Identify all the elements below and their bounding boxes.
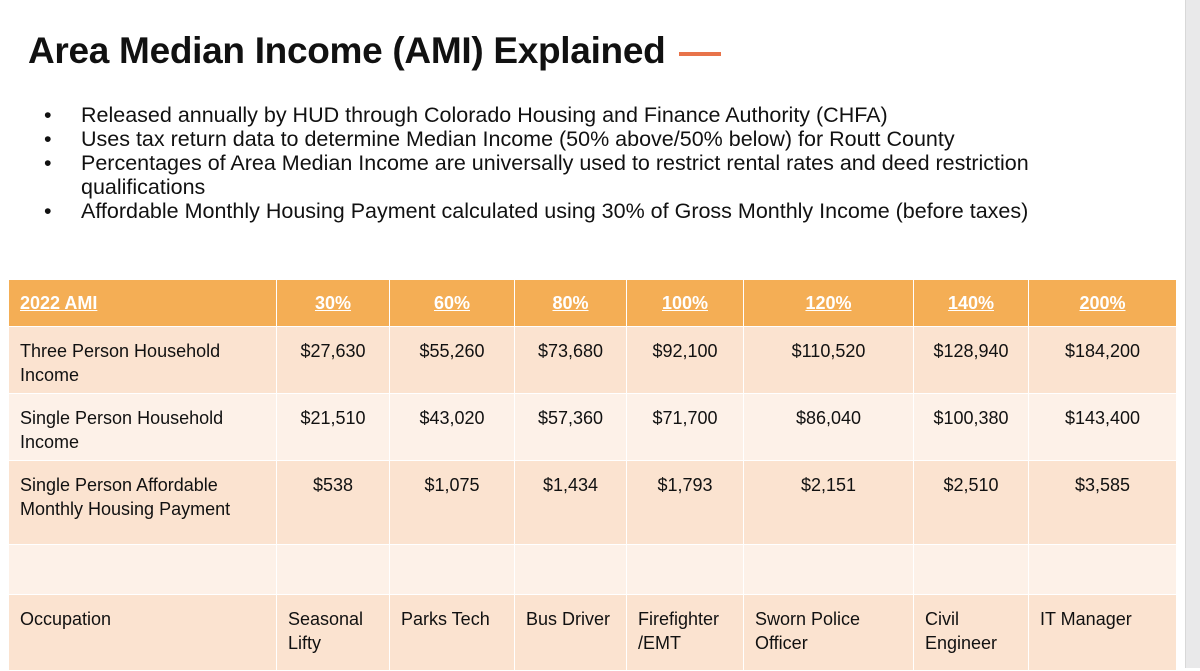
table-cell: $1,075 <box>390 461 515 545</box>
table-cell: $92,100 <box>627 327 744 394</box>
bullet-text: Uses tax return data to determine Median Income (50% above/50% below) for Routt County <box>81 127 955 151</box>
bullet-marker: • <box>44 151 52 175</box>
occupation-cell: Sworn Police Officer <box>744 595 914 671</box>
table-row <box>9 394 1177 461</box>
header-cell-80: 80% <box>515 280 627 327</box>
header-cell-140: 140% <box>914 280 1029 327</box>
table-cell: $2,510 <box>914 461 1029 545</box>
table-cell: $538 <box>277 461 390 545</box>
table-header-row <box>9 280 1177 327</box>
row-label: Single Person Affordable Monthly Housing Payment <box>9 461 277 545</box>
table-cell: $1,793 <box>627 461 744 545</box>
empty-cell <box>9 545 277 595</box>
row-label: Three Person Household Income <box>9 327 277 394</box>
occupation-row <box>9 595 1177 671</box>
empty-cell <box>277 545 390 595</box>
table-cell: $21,510 <box>277 394 390 461</box>
occupation-cell: Bus Driver <box>515 595 627 671</box>
empty-cell <box>627 545 744 595</box>
table-cell: $2,151 <box>744 461 914 545</box>
title-accent-dash <box>679 52 721 56</box>
occupation-cell: Civil Engineer <box>914 595 1029 671</box>
table-cell: $55,260 <box>390 327 515 394</box>
table-cell: $128,940 <box>914 327 1029 394</box>
table-cell: $73,680 <box>515 327 627 394</box>
table-cell: $184,200 <box>1029 327 1177 394</box>
table-cell: $86,040 <box>744 394 914 461</box>
ami-table <box>8 279 1177 671</box>
table-row <box>9 461 1177 545</box>
table-cell: $1,434 <box>515 461 627 545</box>
occupation-cell: Seasonal Lifty <box>277 595 390 671</box>
table-cell: $71,700 <box>627 394 744 461</box>
bullet-marker: • <box>44 199 52 223</box>
empty-cell <box>390 545 515 595</box>
table-cell: $27,630 <box>277 327 390 394</box>
empty-row <box>9 545 1177 595</box>
header-cell-ami-year: 2022 AMI <box>9 280 277 327</box>
row-label: Single Person Household Income <box>9 394 277 461</box>
page-title: Area Median Income (AMI) Explained <box>28 30 666 71</box>
header-cell-30: 30% <box>277 280 390 327</box>
bullet-marker: • <box>44 127 52 151</box>
window-edge <box>1185 0 1200 668</box>
header-cell-200: 200% <box>1029 280 1177 327</box>
header-cell-100: 100% <box>627 280 744 327</box>
bullet-item <box>40 199 1150 223</box>
table-row <box>9 327 1177 394</box>
table-cell: $57,360 <box>515 394 627 461</box>
bullet-text: Percentages of Area Median Income are universally used to restrict rental rates and deed restriction qualifications <box>81 151 1029 199</box>
header-cell-60: 60% <box>390 280 515 327</box>
header-cell-120: 120% <box>744 280 914 327</box>
bullet-marker: • <box>44 103 52 127</box>
bullet-item <box>40 151 1150 199</box>
bullet-text: Affordable Monthly Housing Payment calculated using 30% of Gross Monthly Income (before taxes) <box>81 199 1029 223</box>
table-cell: $110,520 <box>744 327 914 394</box>
table-cell: $143,400 <box>1029 394 1177 461</box>
empty-cell <box>914 545 1029 595</box>
occupation-label: Occupation <box>9 595 277 671</box>
bullet-item <box>40 103 1150 127</box>
title-row <box>28 30 721 72</box>
empty-cell <box>515 545 627 595</box>
table-cell: $43,020 <box>390 394 515 461</box>
table-cell: $3,585 <box>1029 461 1177 545</box>
bullet-item <box>40 127 1150 151</box>
empty-cell <box>1029 545 1177 595</box>
occupation-cell: Firefighter /EMT <box>627 595 744 671</box>
empty-cell <box>744 545 914 595</box>
bullet-list <box>40 103 1150 223</box>
occupation-cell: Parks Tech <box>390 595 515 671</box>
occupation-cell: IT Manager <box>1029 595 1177 671</box>
table-cell: $100,380 <box>914 394 1029 461</box>
bullet-text: Released annually by HUD through Colorado Housing and Finance Authority (CHFA) <box>81 103 888 127</box>
